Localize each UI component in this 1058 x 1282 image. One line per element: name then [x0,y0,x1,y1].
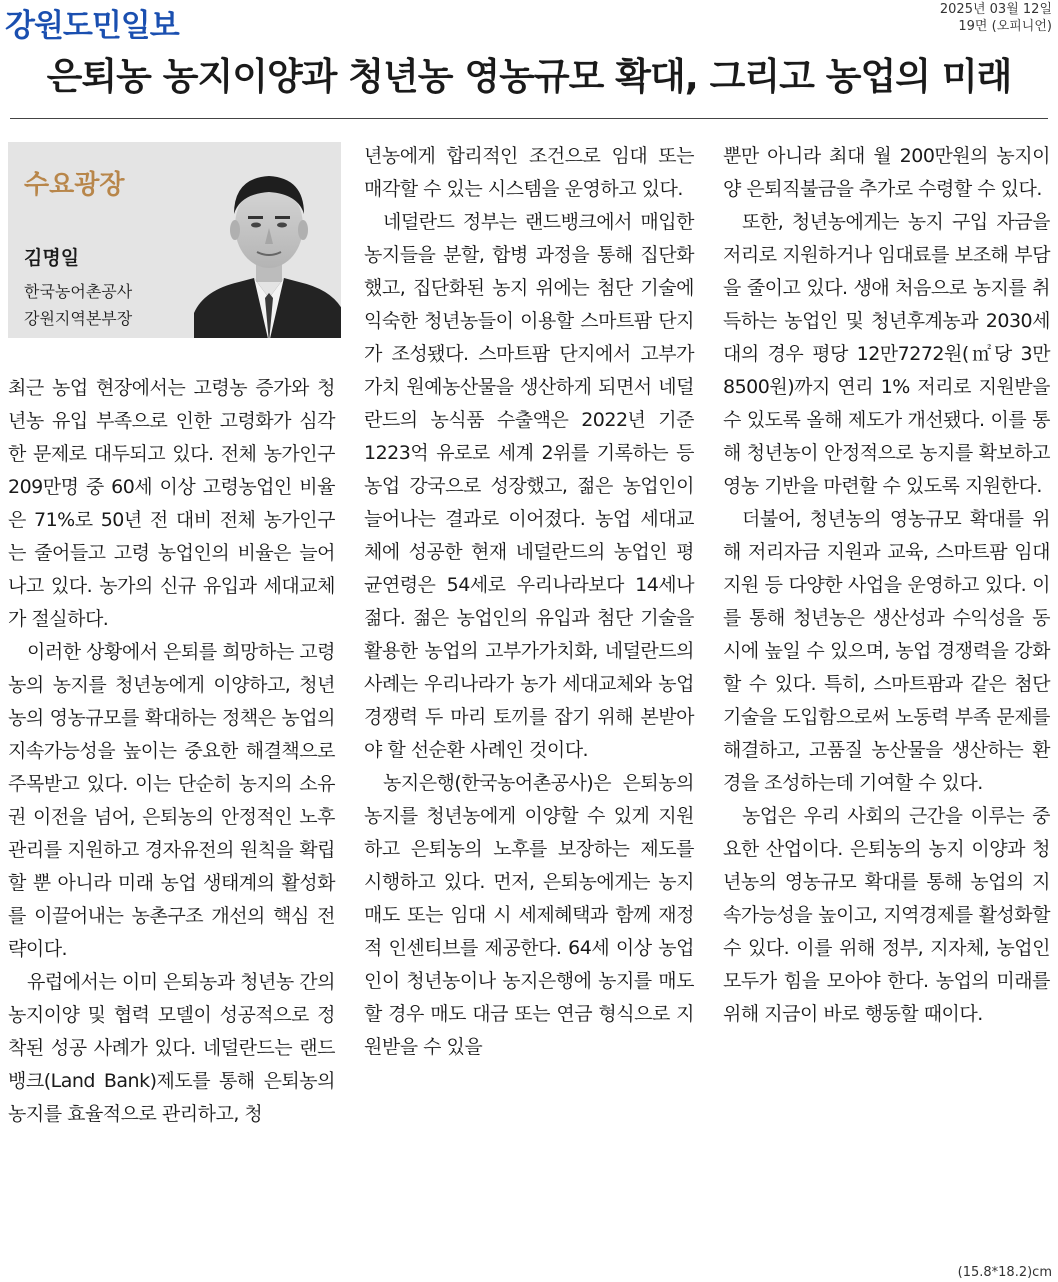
article-column-1 [8,372,335,1131]
article-headline: 은퇴농 농지이양과 청년농 영농규모 확대, 그리고 농업의 미래 [46,55,1012,98]
column-section-title: 수요광장 [24,170,125,200]
article-size-note: (15.8*18.2)cm [957,1265,1052,1280]
paragraph: 년농에게 합리적인 조건으로 임대 또는 매각할 수 있는 시스템을 운영하고 있다. [364,145,694,200]
author-photo [194,148,341,338]
article-column-2 [364,140,694,1064]
article-column-3 [723,140,1050,1031]
issue-date: 2025년 03월 12일 [939,2,1052,17]
paragraph: 최근 농업 현장에서는 고령농 증가와 청년농 유입 부족으로 인한 고령화가 심각한 문제로 대두되고 있다. 전체 농가인구 209만명 중 60세 이상 고령농업인 비율은 71%로 50년 전 대비 전체 농가인구는 줄어들고 고령 농업인의 비율은 늘어나고 있다. 농가의 신규 유입과 세대교체가 절실하다. [8,377,335,630]
paragraph: 더불어, 청년농의 영농규모 확대를 위해 저리자금 지원과 교육, 스마트팜 임대지원 등 다양한 사업을 운영하고 있다. 이를 통해 청년농은 생산성과 수익성을 동시에 높일 수 있으며, 농업 경쟁력을 강화할 수 있다. 특히, 스마트팜과 같은 첨단 기술을 도입함으로써 노동력 부족 문제를 해결하고, 고품질 농산물을 생산하는 환경을 조성하는데 기여할 수 있다. [723,508,1050,794]
author-position: 강원지역본부장 [24,309,133,328]
paragraph: 농지은행(한국농어촌공사)은 은퇴농의 농지를 청년농에게 이양할 수 있게 지원하고 은퇴농의 노후를 보장하는 제도를 시행하고 있다. 먼저, 은퇴농에게는 농지 매도 또는 임대 시 세제혜택과 함께 재정적 인센티브를 제공한다. 64세 이상 농업인이 청년농이나 농지은행에 농지를 매도할 경우 매도 대금 또는 연금 형식으로 지원받을 수 있을 [364,772,694,1058]
page-section: 19면 (오피니언) [958,19,1052,34]
newspaper-logo: 강원도민일보 [5,8,179,44]
paragraph: 네덜란드 정부는 랜드뱅크에서 매입한 농지들을 분할, 합병 과정을 통해 집단화했고, 집단화된 농지 위에는 첨단 기술에 익숙한 청년농들이 이용할 스마트팜 단지가 조성됐다. 스마트팜 단지에서 고부가가치 원예농산물을 생산하게 되면서 네덜란드의 농식품 수출액은 2022년 기준 1223억 유로로 세계 2위를 기록하는 등 농업 강국으로 성장했고, 젊은 농업인이 늘어나는 결과로 이어졌다. 농업 세대교체에 성공한 현재 네덜란드의 농업인 평균연령은 54세로 우리나라보다 14세나 젊다. 젊은 농업인의 유입과 첨단 기술을 활용한 농업의 고부가가치화, 네덜란드의 사례는 우리나라가 농가 세대교체와 농업 경쟁력 두 마리 토끼를 잡기 위해 본받아야 할 선순환 사례인 것이다. [364,211,694,761]
paragraph: 농업은 우리 사회의 근간을 이루는 중요한 산업이다. 은퇴농의 농지 이양과 청년농의 영농규모 확대를 통해 농업의 지속가능성을 높이고, 지역경제를 활성화할 수 있다. 이를 위해 정부, 지자체, 농업인 모두가 힘을 모아야 한다. 농업의 미래를 위해 지금이 바로 행동할 때이다. [723,805,1050,1025]
headline-divider [10,118,1048,119]
paragraph: 유럽에서는 이미 은퇴농과 청년농 간의 농지이양 및 협력 모델이 성공적으로 정착된 성공 사례가 있다. 네덜란드는 랜드뱅크(Land Bank)제도를 통해 은퇴농의 농지를 효율적으로 관리하고, 청 [8,971,335,1125]
paragraph: 뿐만 아니라 최대 월 200만원의 농지이양 은퇴직불금을 추가로 수령할 수 있다. [723,145,1050,200]
author-organization: 한국농어촌공사 [24,282,133,301]
author-profile-box [8,142,341,338]
issue-meta [940,1,1052,35]
author-name: 김명일 [24,247,80,269]
paragraph: 또한, 청년농에게는 농지 구입 자금을 저리로 지원하거나 임대료를 보조해 부담을 줄이고 있다. 생애 처음으로 농지를 취득하는 농업인 및 청년후계농과 2030세대의 경우 평당 12만7272원(㎡당 3만8500원)까지 연리 1% 저리로 지원받을 수 있도록 올해 제도가 개선됐다. 이를 통해 청년농이 안정적으로 농지를 확보하고 영농 기반을 마련할 수 있도록 지원한다. [723,211,1050,497]
paragraph: 이러한 상황에서 은퇴를 희망하는 고령농의 농지를 청년농에게 이양하고, 청년농의 영농규모를 확대하는 정책은 농업의 지속가능성을 높이는 중요한 해결책으로 주목받고 있다. 이는 단순히 농지의 소유권 이전을 넘어, 은퇴농의 안정적인 노후 관리를 지원하고 경자유전의 원칙을 확립할 뿐 아니라 미래 농업 생태계의 활성화를 이끌어내는 농촌구조 개선의 핵심 전략이다. [8,641,335,960]
